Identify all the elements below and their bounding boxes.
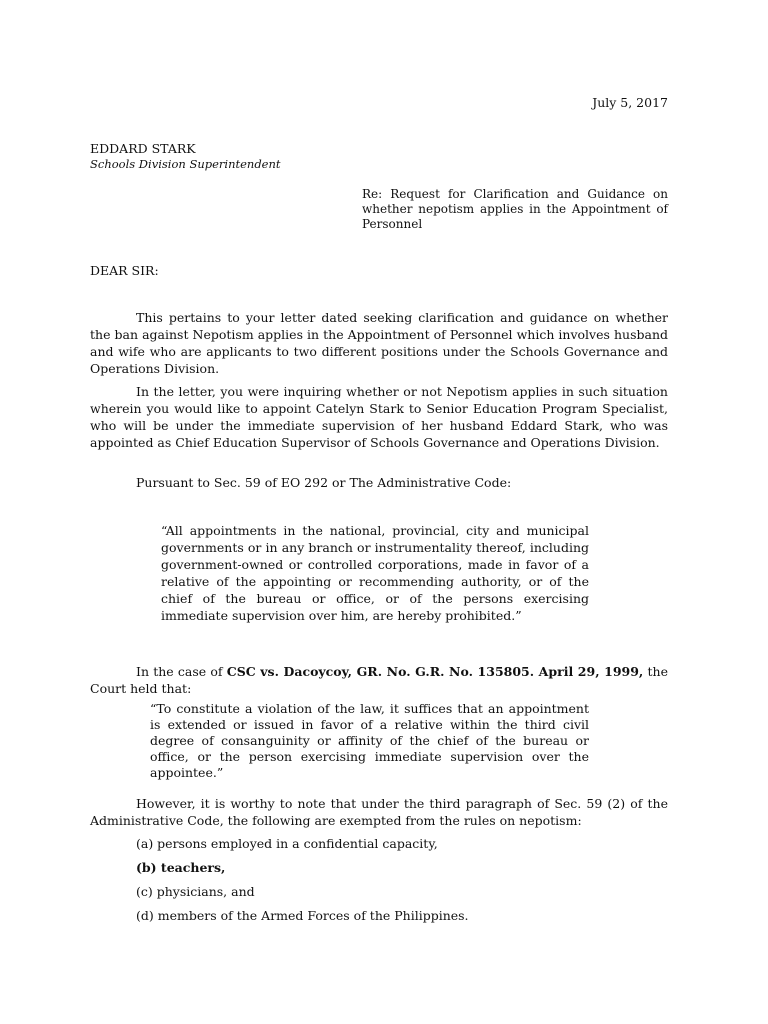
case-suffix: the Court held that:: [90, 664, 668, 696]
case-citation: CSC vs. Dacoycoy, GR. No. G.R. No. 135805. April 29, 1999,: [226, 664, 644, 679]
quote-court-ruling: “To constitute a violation of the law, it suffices that an appointment is extended or issued in favor of a relative within the third civil degree of consanguinity or affinity of the chief of the bureau or office, or the person exercising immediate supervision over the appointee.”: [150, 701, 589, 780]
paragraph-inquiry: In the letter, you were inquiring whether or not Nepotism applies in such situation wherein you would like to appoint Catelyn Stark to Senior Education Program Specialist, who will be under the immediate supervision of her husband Eddard Stark, who was appointed as Chief Education Supervisor of Schools Governance and Operations Division.: [90, 384, 668, 450]
quote-administrative-code: “All appointments in the national, provincial, city and municipal governments or in any branch or instrumentality thereof, including government-owned or controlled corporations, made in favor of a relative of the appointing or recommending authority, or of the chief of the bureau or office, or of the persons exercising immediate supervision over him, are hereby prohibited.”: [161, 523, 589, 623]
case-prefix: In the case of: [136, 664, 227, 679]
list-item: (c) physicians, and: [136, 884, 255, 899]
recipient-title: Schools Division Superintendent: [90, 157, 281, 171]
paragraph-case: [90, 663, 668, 697]
paragraph-pursuant: Pursuant to Sec. 59 of EO 292 or The Administrative Code:: [136, 475, 512, 490]
recipient-name: EDDARD STARK: [90, 141, 196, 156]
paragraph-exemptions: However, it is worthy to note that under the third paragraph of Sec. 59 (2) of the Administrative Code, the following are exempted from the rules on nepotism:: [90, 796, 668, 828]
list-item: (b) teachers,: [136, 860, 226, 875]
list-item: (d) members of the Armed Forces of the Philippines.: [136, 908, 469, 923]
subject-line: Re: Request for Clarification and Guidance on whether nepotism applies in the Appointment of Personnel: [362, 187, 668, 231]
salutation: DEAR SIR:: [90, 263, 159, 278]
list-item: (a) persons employed in a confidential capacity,: [136, 836, 438, 851]
paragraph-intro: This pertains to your letter dated seeking clarification and guidance on whether the ban against Nepotism applies in the Appointment of Personnel which involves husband and wife who are applicants to two different positions under the Schools Governance and Operations Division.: [90, 310, 668, 376]
letter-date: July 5, 2017: [592, 95, 668, 110]
